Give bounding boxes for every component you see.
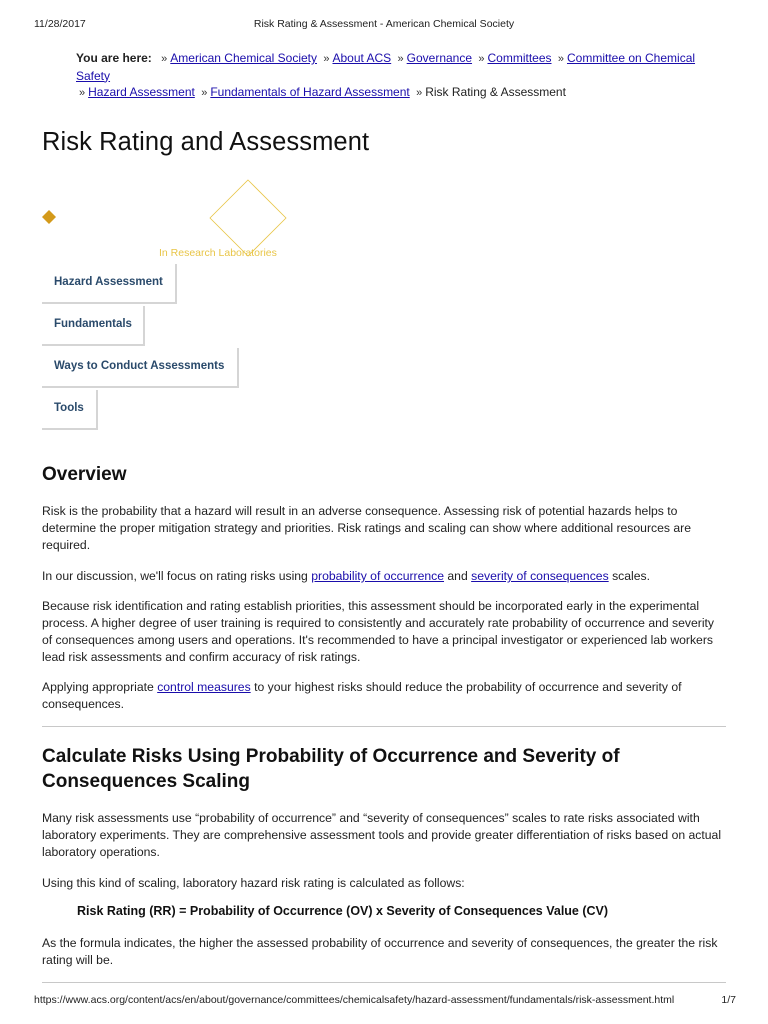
- logo-diamond-outline: [210, 180, 286, 256]
- breadcrumb-separator: »: [201, 87, 208, 99]
- breadcrumb-separator: »: [323, 53, 330, 65]
- breadcrumb-link-hazard-assessment[interactable]: Hazard Assessment: [88, 85, 195, 99]
- print-title: Risk Rating & Assessment - American Chemical Society: [253, 18, 515, 30]
- probability-of-occurrence-link[interactable]: probability of occurrence: [311, 569, 445, 583]
- subnav-item-tools[interactable]: [42, 390, 98, 430]
- breadcrumb-separator: »: [161, 53, 168, 65]
- breadcrumb-link-committees[interactable]: Committees: [487, 51, 552, 65]
- overview-paragraph-3: Because risk identification and rating establish priorities, this assessment should be incorporated early in the experimental process. A higher degree of user training is required to consistently and accurately rate probability of occurrence and severity of consequences among users and operations. It's recommended to have a principal investigator or experienced lab workers lead risk assessments and confirm accuracy of risk ratings.: [42, 599, 715, 664]
- breadcrumb-link-acs[interactable]: American Chemical Society: [170, 51, 317, 65]
- subnav-item-ways-to-conduct[interactable]: [42, 348, 239, 388]
- section-divider: [42, 982, 726, 983]
- print-header: [0, 18, 768, 32]
- page-title: Risk Rating and Assessment: [42, 128, 370, 156]
- text-segment: Applying appropriate: [42, 680, 154, 694]
- severity-of-consequences-link[interactable]: severity of consequences: [471, 569, 609, 583]
- breadcrumb-separator: »: [79, 87, 86, 99]
- subnav-label: Hazard Assessment: [54, 276, 163, 288]
- breadcrumb-separator: »: [478, 53, 485, 65]
- orange-diamond-icon: [42, 210, 56, 224]
- overview-paragraph-4: [42, 679, 726, 713]
- print-url: https://www.acs.org/content/acs/en/about/governance/committees/chemicalsafety/hazard-assessment/fundamentals/risk-assessment.html: [34, 994, 675, 1006]
- breadcrumb: [76, 50, 726, 102]
- control-measures-link[interactable]: control measures: [157, 680, 251, 694]
- risk-rating-formula: Risk Rating (RR) = Probability of Occurrence (OV) x Severity of Consequences Value (CV): [77, 904, 609, 918]
- subnav-label: Tools: [54, 402, 84, 414]
- overview-paragraph-1: Risk is the probability that a hazard will result in an adverse consequence. Assessing risk of potential hazards helps to determine the proper mitigation strategy and priorities. Risk ratings and scaling can show where additional resources are required.: [42, 504, 691, 552]
- breadcrumb-current: Risk Rating & Assessment: [425, 85, 566, 99]
- overview-heading: Overview: [42, 464, 127, 485]
- subnav-label: Ways to Conduct Assessments: [54, 360, 225, 372]
- logo-diamond-icon: [208, 178, 288, 258]
- breadcrumb-link-about-acs[interactable]: About ACS: [332, 51, 392, 65]
- text-segment: scales.: [612, 569, 650, 583]
- page-number: 1/7: [721, 994, 736, 1006]
- breadcrumb-link-committee-chemical-safety[interactable]: Committee on Chemical Safety: [76, 51, 696, 83]
- calculate-paragraph-1: Many risk assessments use “probability of occurrence” and “severity of consequences” scales to rate risks associated with laboratory experiments. They are comprehensive assessment tools and provide greater differentiation of risks based on actual laboratory operations.: [42, 811, 722, 859]
- section-divider: [42, 726, 726, 727]
- subnav-item-hazard-assessment[interactable]: [42, 264, 177, 304]
- subnav-item-fundamentals[interactable]: [42, 306, 145, 346]
- orange-diamond-shape: [42, 210, 56, 224]
- text-segment: and: [447, 569, 468, 583]
- breadcrumb-link-governance[interactable]: Governance: [406, 51, 473, 65]
- breadcrumb-prefix: You are here:: [76, 51, 152, 65]
- subnav-label: Fundamentals: [54, 318, 132, 330]
- breadcrumb-link-fundamentals[interactable]: Fundamentals of Hazard Assessment: [210, 85, 410, 99]
- breadcrumb-separator: »: [416, 87, 423, 99]
- breadcrumb-separator: »: [397, 53, 404, 65]
- text-segment: In our discussion, we'll focus on rating risks using: [42, 569, 308, 583]
- text-segment: to your highest risks should reduce the probability of occurrence and severity of consequences.: [42, 680, 682, 711]
- print-date: 11/28/2017: [34, 18, 86, 30]
- calculate-paragraph-3: As the formula indicates, the higher the assessed probability of occurrence and severity of consequences, the greater the risk rating will be.: [42, 936, 718, 967]
- overview-paragraph-2: [42, 568, 726, 585]
- calculate-risks-heading: Calculate Risks Using Probability of Occurrence and Severity of Consequences Scaling: [42, 746, 620, 792]
- breadcrumb-separator: »: [557, 53, 564, 65]
- calculate-paragraph-2: Using this kind of scaling, laboratory hazard risk rating is calculated as follows:: [42, 876, 465, 890]
- logo-tagline: In Research Laboratories: [159, 247, 277, 259]
